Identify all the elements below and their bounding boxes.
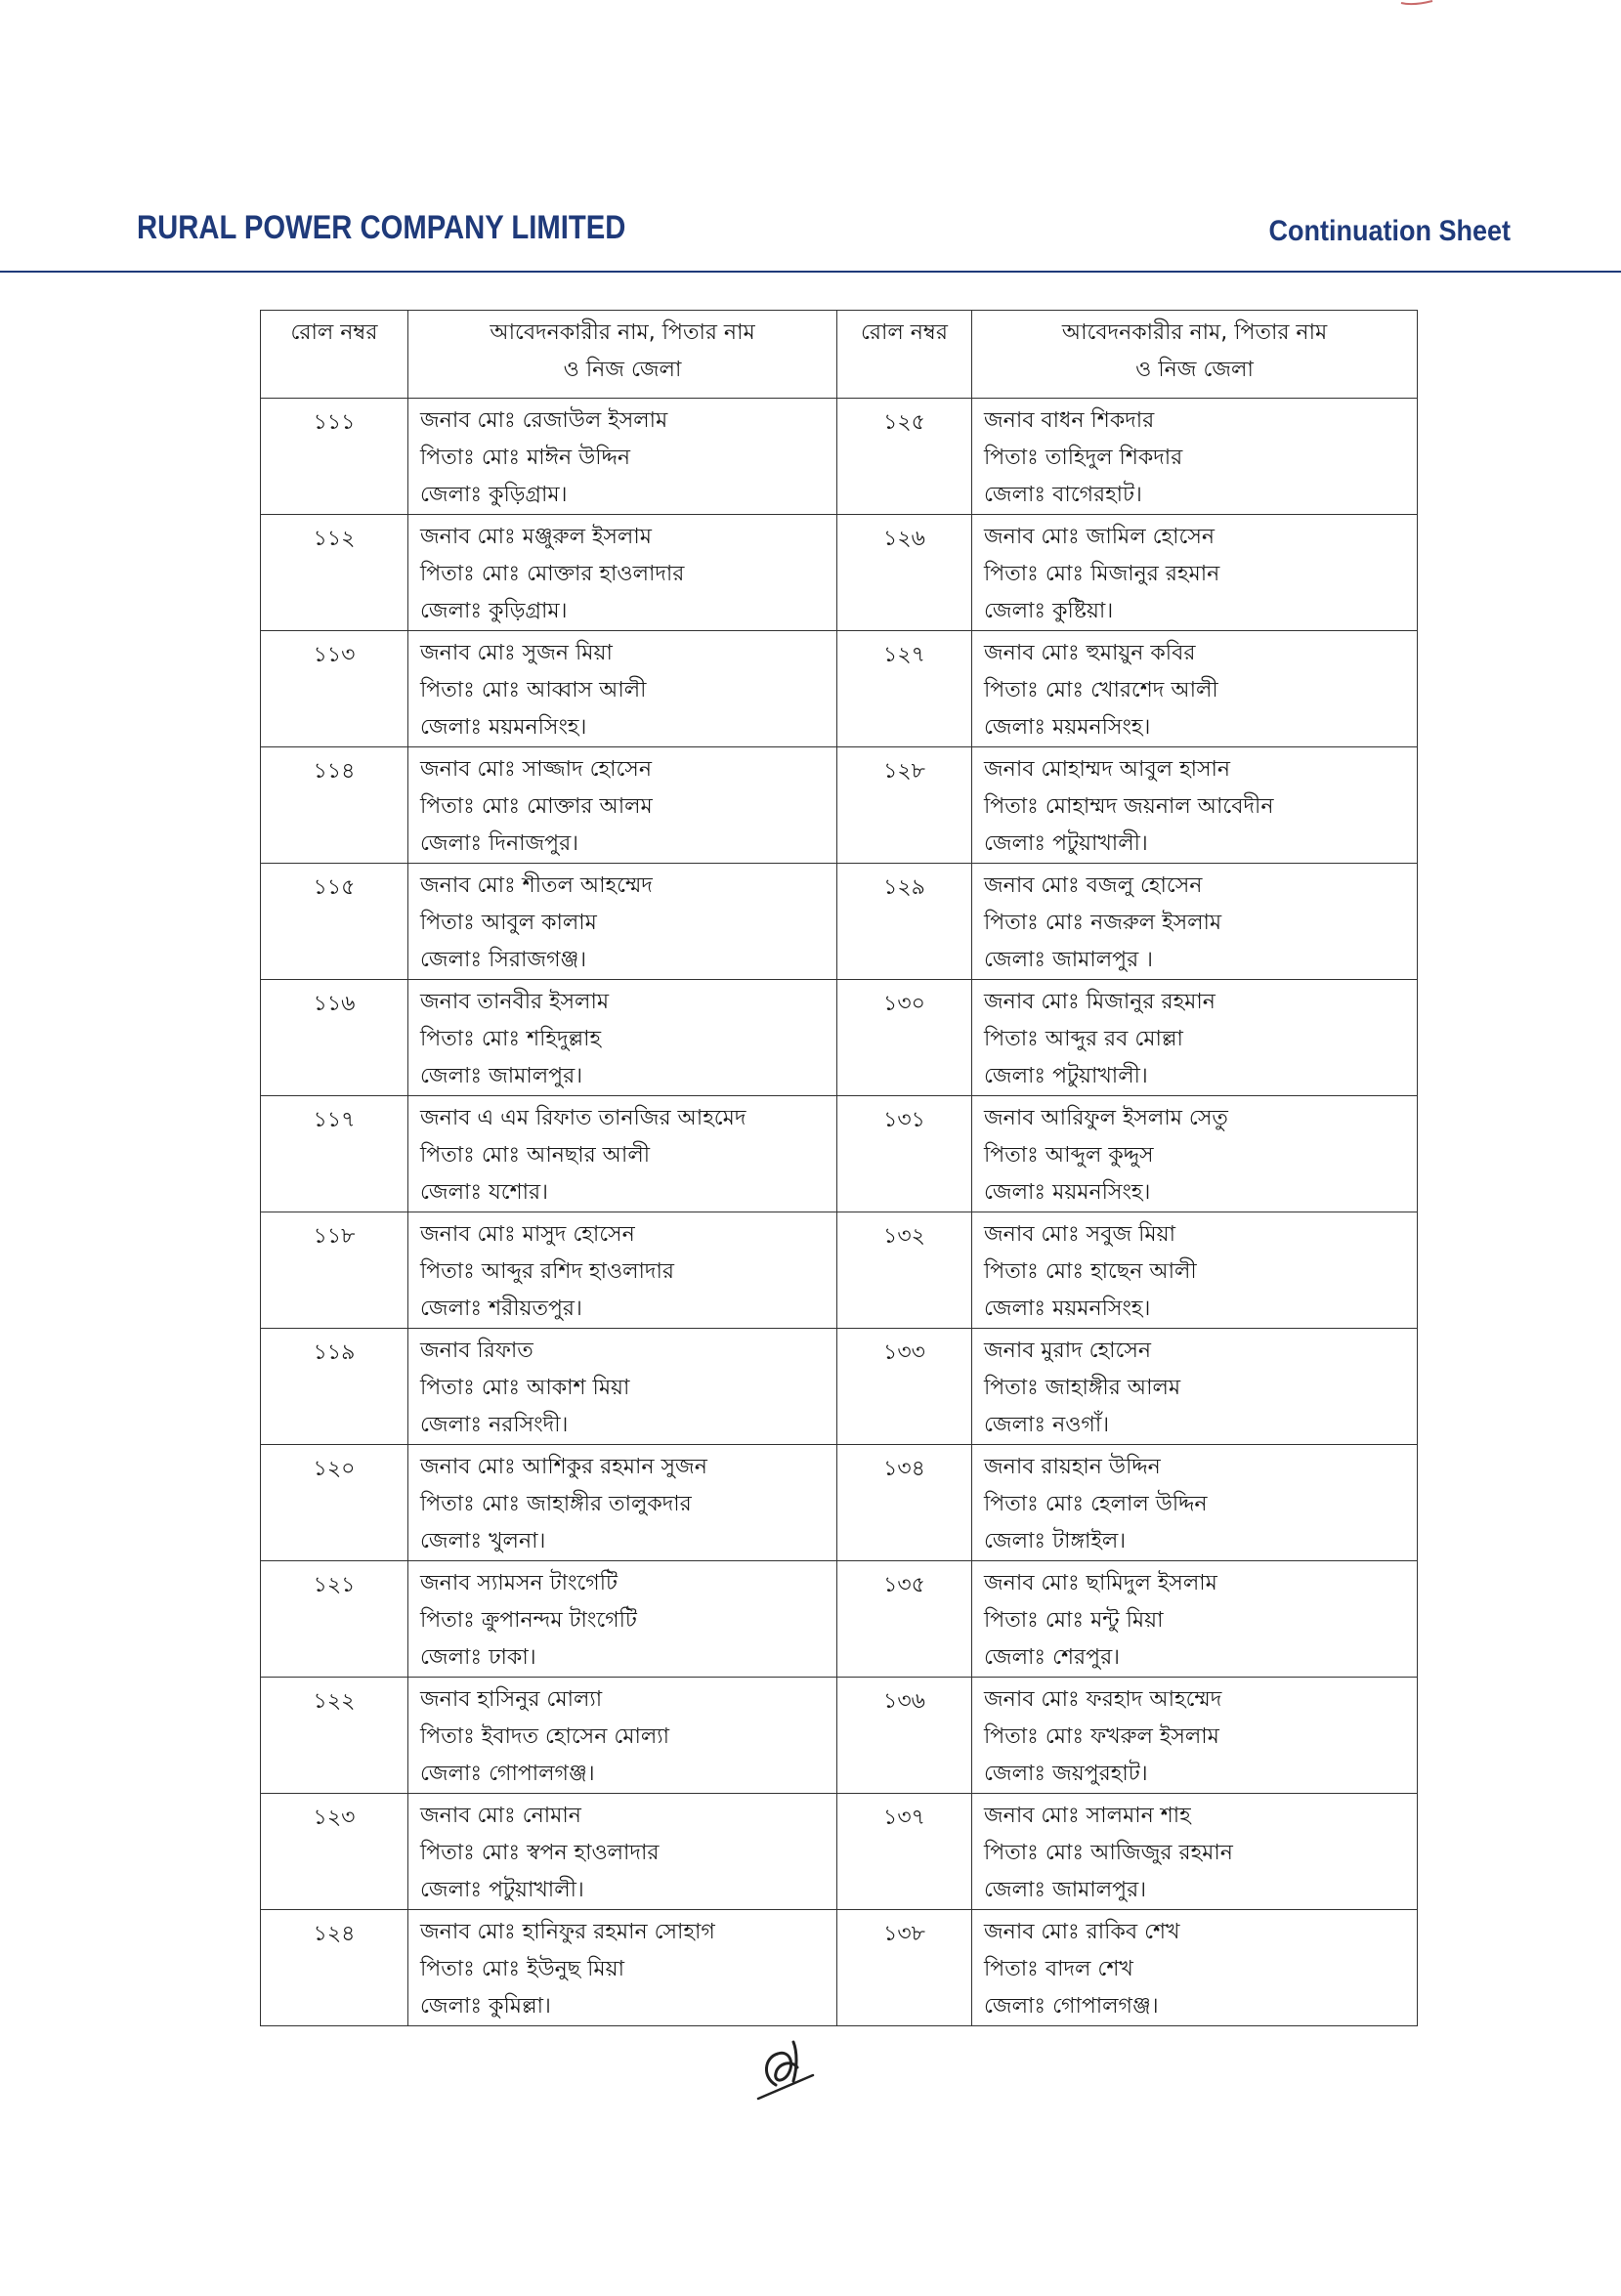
home-district: জেলাঃ কুমিল্লা। [420, 1994, 551, 2019]
home-district: জেলাঃ টাঙ্গাইল। [984, 1529, 1127, 1553]
applicant-name: জনাব মোহাম্মদ আবুল হাসান [984, 757, 1231, 782]
father-name: পিতাঃ মোঃ জাহাঙ্গীর তালুকদার [420, 1492, 692, 1516]
applicant-name: জনাব তানবীর ইসলাম [420, 990, 610, 1014]
applicant-name: জনাব মোঃ হানিফুর রহমান সোহাগ [420, 1920, 715, 1944]
home-district: জেলাঃ বাগেরহাট। [984, 483, 1142, 507]
father-name: পিতাঃ মোঃ হেলাল উদ্দিন [984, 1492, 1208, 1516]
applicant-entry-right [972, 631, 1418, 747]
roll-number-left: ১১২ [261, 515, 408, 631]
applicant-name: জনাব মোঃ মিজানুর রহমান [984, 990, 1216, 1014]
applicant-name: জনাব মোঃ সাজ্জাদ হোসেন [420, 757, 652, 782]
father-name: পিতাঃ মোঃ মাঈন উদ্দিন [420, 446, 631, 470]
roll-number-left: ১১৯ [261, 1329, 408, 1445]
roll-number-right: ১৩১ [837, 1096, 972, 1212]
home-district: জেলাঃ দিনাজপুর। [420, 831, 579, 856]
table-row [261, 1329, 1418, 1445]
applicant-entry-left [408, 980, 837, 1096]
applicant-name: জনাব মোঃ ছামিদুল ইসলাম [984, 1571, 1217, 1595]
sheet-label: Continuation Sheet [1268, 215, 1511, 247]
applicant-entry-left [408, 1096, 837, 1212]
applicant-entry-right [972, 1561, 1418, 1678]
home-district: জেলাঃ গোপালগঞ্জ। [984, 1994, 1159, 2019]
father-name: পিতাঃ মোঃ আজিজুর রহমান [984, 1841, 1233, 1865]
applicant-name: জনাব স্যামসন টাংগেটি [420, 1571, 618, 1595]
applicant-name: জনাব মোঃ হুমায়ুন কবির [984, 641, 1196, 665]
home-district: জেলাঃ নরসিংদী। [420, 1413, 569, 1437]
applicant-name: জনাব মোঃ জামিল হোসেন [984, 525, 1216, 549]
father-name: পিতাঃ মোঃ আব্বাস আলী [420, 678, 647, 702]
home-district: জেলাঃ জামালপুর । [984, 948, 1154, 972]
header-roll-left: রোল নম্বর [261, 311, 408, 399]
father-name: পিতাঃ মোঃ স্বপন হাওলাদার [420, 1841, 660, 1865]
applicant-entry-right [972, 1329, 1418, 1445]
applicant-entry-left [408, 747, 837, 864]
applicant-entry-right [972, 1910, 1418, 2026]
home-district: জেলাঃ ঢাকা। [420, 1645, 536, 1670]
applicant-entry-left [408, 1910, 837, 2026]
table-row [261, 1678, 1418, 1794]
roll-number-right: ১৩৩ [837, 1329, 972, 1445]
home-district: জেলাঃ পটুয়াখালী। [984, 831, 1148, 856]
home-district: জেলাঃ ময়মনসিংহ। [984, 1180, 1151, 1205]
applicant-entry-left [408, 864, 837, 980]
home-district: জেলাঃ কুড়িগ্রাম। [420, 599, 568, 623]
header-name-line1: আবেদনকারীর নাম, পিতার নাম [490, 320, 755, 345]
roll-number-right: ১৩৮ [837, 1910, 972, 2026]
applicant-name: জনাব মোঃ সুজন মিয়া [420, 641, 613, 665]
roll-number-left: ১১৫ [261, 864, 408, 980]
applicant-entry-left [408, 1794, 837, 1910]
roll-number-left: ১১৮ [261, 1212, 408, 1329]
applicant-name: জনাব মোঃ আশিকুর রহমান সুজন [420, 1455, 707, 1479]
father-name: পিতাঃ আবুল কালাম [420, 911, 597, 935]
applicant-name: জনাব মোঃ রাকিব শেখ [984, 1920, 1180, 1944]
home-district: জেলাঃ যশোর। [420, 1180, 548, 1205]
table-row [261, 1212, 1418, 1329]
table-row [261, 1561, 1418, 1678]
header-roll-right: রোল নম্বর [837, 311, 972, 399]
roll-number-right: ১২৯ [837, 864, 972, 980]
father-name: পিতাঃ ইবাদত হোসেন মোল্যা [420, 1724, 669, 1749]
table-row [261, 399, 1418, 515]
home-district: জেলাঃ শরীয়তপুর। [420, 1297, 582, 1321]
applicant-name: জনাব মোঃ সবুজ মিয়া [984, 1222, 1175, 1247]
father-name: পিতাঃ মোঃ হাছেন আলী [984, 1259, 1197, 1284]
roll-number-right: ১৩৬ [837, 1678, 972, 1794]
table-row [261, 631, 1418, 747]
applicant-entry-right [972, 1794, 1418, 1910]
home-district: জেলাঃ ময়মনসিংহ। [984, 715, 1151, 740]
father-name: পিতাঃ মোঃ আকাশ মিয়া [420, 1376, 630, 1400]
home-district: জেলাঃ নওগাঁ। [984, 1413, 1110, 1437]
roll-number-right: ১২৬ [837, 515, 972, 631]
father-name: পিতাঃ মোঃ ফখরুল ইসলাম [984, 1724, 1219, 1749]
applicant-entry-right [972, 1096, 1418, 1212]
roll-number-right: ১২৫ [837, 399, 972, 515]
home-district: জেলাঃ জামালপুর। [420, 1064, 583, 1088]
applicant-name: জনাব হাসিনুর মোল্যা [420, 1687, 603, 1712]
applicant-name: জনাব মোঃ নোমান [420, 1804, 581, 1828]
roll-number-right: ১৩৪ [837, 1445, 972, 1561]
father-name: পিতাঃ মোঃ মিজানুর রহমান [984, 562, 1220, 586]
father-name: পিতাঃ মোঃ শহিদুল্লাহ [420, 1027, 602, 1051]
roll-number-right: ১২৭ [837, 631, 972, 747]
applicant-name: জনাব রায়হান উদ্দিন [984, 1455, 1161, 1479]
father-name: পিতাঃ মোঃ খোরশেদ আলী [984, 678, 1218, 702]
father-name: পিতাঃ মোঃ আনছার আলী [420, 1143, 651, 1168]
table-header-row [261, 311, 1418, 399]
home-district: জেলাঃ পটুয়াখালী। [420, 1878, 584, 1902]
applicant-entry-right [972, 515, 1418, 631]
applicant-name: জনাব মুরাদ হোসেন [984, 1339, 1152, 1363]
applicant-name: জনাব এ এম রিফাত তানজির আহমেদ [420, 1106, 747, 1130]
father-name: পিতাঃ মোঃ মোক্তার হাওলাদার [420, 562, 685, 586]
applicant-entry-left [408, 1445, 837, 1561]
applicant-entry-right [972, 864, 1418, 980]
table-body [261, 399, 1418, 2026]
father-name: পিতাঃ মোঃ নজরুল ইসলাম [984, 911, 1222, 935]
home-district: জেলাঃ খুলনা। [420, 1529, 546, 1553]
applicant-name: জনাব রিফাত [420, 1339, 533, 1363]
father-name: পিতাঃ মোঃ মন্টু মিয়া [984, 1608, 1164, 1633]
header-name-line2: ও নিজ জেলা [563, 358, 682, 382]
corner-ink-mark [1399, 0, 1434, 6]
applicant-name: জনাব বাধন শিকদার [984, 408, 1155, 433]
applicant-entry-right [972, 1678, 1418, 1794]
table-row [261, 1794, 1418, 1910]
applicant-entry-right [972, 747, 1418, 864]
header-name-line2: ও নিজ জেলা [1135, 358, 1254, 382]
table-row [261, 864, 1418, 980]
table-row [261, 1445, 1418, 1561]
applicant-name: জনাব মোঃ শীতল আহম্মেদ [420, 873, 653, 898]
applicant-entry-left [408, 515, 837, 631]
home-district: জেলাঃ সিরাজগঞ্জ। [420, 948, 587, 972]
table-row [261, 1910, 1418, 2026]
applicant-name: জনাব মোঃ বজলু হোসেন [984, 873, 1203, 898]
home-district: জেলাঃ কুড়িগ্রাম। [420, 483, 568, 507]
father-name: পিতাঃ আব্দুল কুদ্দুস [984, 1143, 1154, 1168]
roll-number-left: ১২৩ [261, 1794, 408, 1910]
applicant-entry-left [408, 1678, 837, 1794]
roll-number-left: ১১১ [261, 399, 408, 515]
table-row [261, 747, 1418, 864]
home-district: জেলাঃ কুষ্টিয়া। [984, 599, 1114, 623]
applicant-name: জনাব মোঃ সালমান শাহ [984, 1804, 1191, 1828]
roll-number-right: ১৩২ [837, 1212, 972, 1329]
father-name: পিতাঃ ক্রুপানন্দম টাংগেটি [420, 1608, 637, 1633]
initial-signature [754, 2034, 817, 2105]
table-row [261, 980, 1418, 1096]
father-name: পিতাঃ আব্দুর রশিদ হাওলাদার [420, 1259, 674, 1284]
father-name: পিতাঃ তাহিদুল শিকদার [984, 446, 1183, 470]
roll-number-right: ১৩০ [837, 980, 972, 1096]
applicant-roll-table [260, 310, 1418, 2026]
table-row [261, 515, 1418, 631]
father-name: পিতাঃ মোহাম্মদ জয়নাল আবেদীন [984, 794, 1274, 819]
father-name: পিতাঃ জাহাঙ্গীর আলম [984, 1376, 1181, 1400]
applicant-name: জনাব মোঃ রেজাউল ইসলাম [420, 408, 668, 433]
applicant-name: জনাব আরিফুল ইসলাম সেতু [984, 1106, 1228, 1130]
roll-number-right: ১৩৭ [837, 1794, 972, 1910]
applicant-entry-left [408, 631, 837, 747]
header-divider [0, 271, 1621, 273]
header-name-right [972, 311, 1418, 399]
roll-number-left: ১২১ [261, 1561, 408, 1678]
applicant-entry-left [408, 1329, 837, 1445]
applicant-name: জনাব মোঃ মাসুদ হোসেন [420, 1222, 635, 1247]
applicant-entry-right [972, 1445, 1418, 1561]
roll-number-left: ১২০ [261, 1445, 408, 1561]
father-name: পিতাঃ বাদল শেখ [984, 1957, 1133, 1981]
home-district: জেলাঃ গোপালগঞ্জ। [420, 1762, 595, 1786]
applicant-entry-right [972, 980, 1418, 1096]
father-name: পিতাঃ মোঃ ইউনুছ মিয়া [420, 1957, 624, 1981]
home-district: জেলাঃ শেরপুর। [984, 1645, 1121, 1670]
header-name-line1: আবেদনকারীর নাম, পিতার নাম [1061, 320, 1328, 345]
roll-number-left: ১১৩ [261, 631, 408, 747]
home-district: জেলাঃ পটুয়াখালী। [984, 1064, 1148, 1088]
applicant-name: জনাব মোঃ মঞ্জুরুল ইসলাম [420, 525, 652, 549]
roll-number-left: ১১৪ [261, 747, 408, 864]
applicant-entry-right [972, 1212, 1418, 1329]
roll-number-right: ১৩৫ [837, 1561, 972, 1678]
company-name: RURAL POWER COMPANY LIMITED [137, 209, 626, 246]
roll-number-left: ১১৭ [261, 1096, 408, 1212]
father-name: পিতাঃ মোঃ মোক্তার আলম [420, 794, 653, 819]
father-name: পিতাঃ আব্দুর রব মোল্লা [984, 1027, 1183, 1051]
home-district: জেলাঃ জামালপুর। [984, 1878, 1147, 1902]
table-row [261, 1096, 1418, 1212]
applicant-entry-right [972, 399, 1418, 515]
applicant-entry-left [408, 1212, 837, 1329]
header-name-left [408, 311, 837, 399]
roll-number-left: ১১৬ [261, 980, 408, 1096]
home-district: জেলাঃ ময়মনসিংহ। [420, 715, 587, 740]
roll-number-right: ১২৮ [837, 747, 972, 864]
home-district: জেলাঃ জয়পুরহাট। [984, 1762, 1148, 1786]
roll-number-left: ১২২ [261, 1678, 408, 1794]
applicant-entry-left [408, 399, 837, 515]
home-district: জেলাঃ ময়মনসিংহ। [984, 1297, 1151, 1321]
roll-number-left: ১২৪ [261, 1910, 408, 2026]
applicant-name: জনাব মোঃ ফরহাদ আহম্মেদ [984, 1687, 1222, 1712]
applicant-entry-left [408, 1561, 837, 1678]
